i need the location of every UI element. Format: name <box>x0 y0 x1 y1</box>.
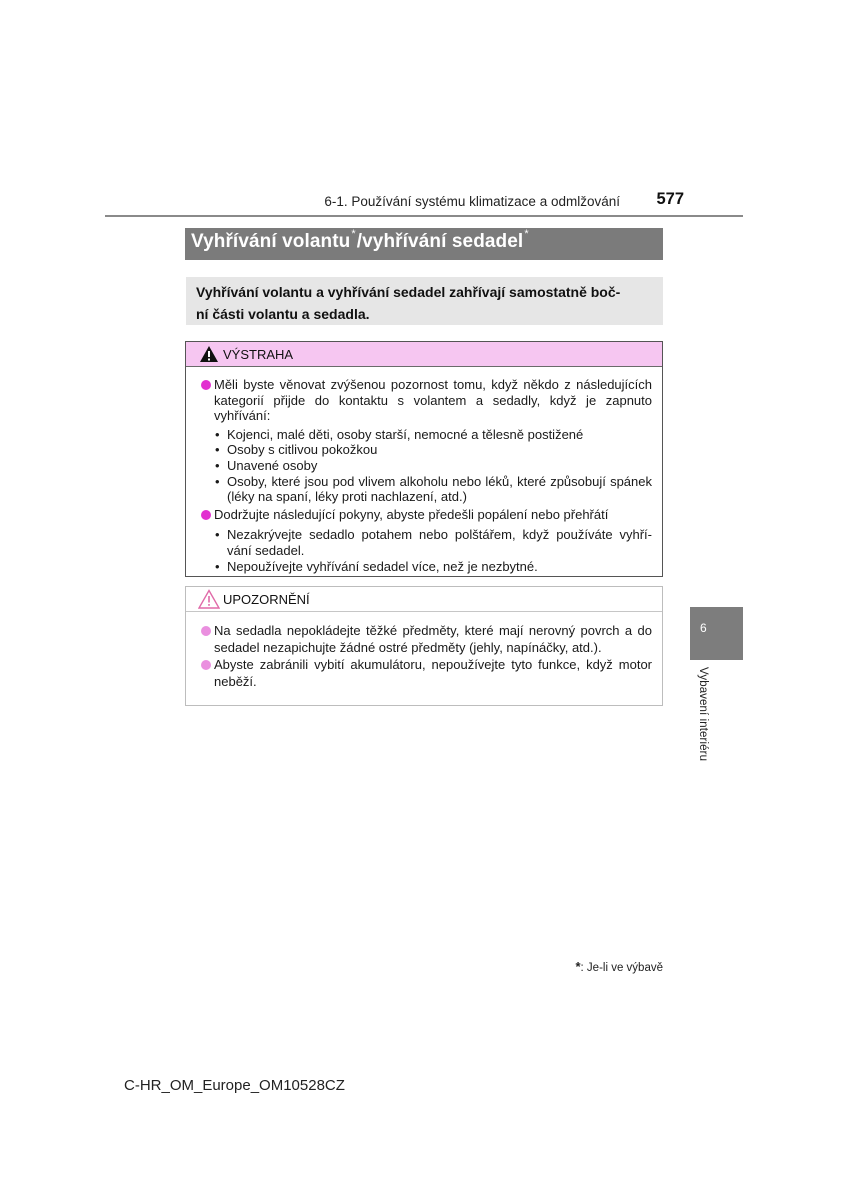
running-header: 6-1. Používání systému klimatizace a odmlžování <box>324 194 620 209</box>
warning-subitem: • Nepoužívejte vyhřívání sedadel více, než je nezbytné. <box>215 558 538 574</box>
bullet-symbol: • <box>215 457 220 473</box>
warning-triangle-icon <box>199 345 219 363</box>
warning-subitem: • Unavené osoby <box>215 457 318 473</box>
title-part-1: Vyhřívání volantu <box>191 231 351 253</box>
caution-body <box>200 623 652 690</box>
warning-body <box>200 377 652 574</box>
chapter-title-vertical: Vybavení interiéru <box>697 667 709 762</box>
footnote <box>520 959 663 974</box>
caution-header <box>186 587 662 612</box>
bullet-symbol: • <box>215 558 220 574</box>
warning-box <box>185 341 663 577</box>
warning-item: Dodržujte následující pokyny, abyste předešli popálení nebo přehřátí <box>200 507 652 523</box>
bullet-symbol: • <box>215 473 220 489</box>
warning-header <box>186 342 662 367</box>
warning-subitem: • Nezakrývejte sedadlo potahem nebo polštářem, když používáte vyhří-vání sedadel. <box>215 527 652 558</box>
section-title <box>191 228 530 253</box>
bullet-dot-icon <box>201 510 211 520</box>
warning-subitem: • Kojenci, malé děti, osoby starší, nemocné a tělesně postižené <box>215 426 584 442</box>
header-rule <box>105 215 743 217</box>
caution-item: Na sedadla nepokládejte těžké předměty, které mají nerovný povrch a do sedadel nezapichujte žádné ostré předměty (jehly, napínáčky, atd.). <box>200 623 652 656</box>
warning-item: Měli byste věnovat zvýšenou pozornost tomu, když někdo z následujících kategorií přijde do kontaktu s volantem a sedadly, když je zapnuto vyhřívání: <box>200 377 652 424</box>
warning-subitem: • Osoby s citlivou pokožkou <box>215 442 378 458</box>
title-part-2: /vyhřívání sedadel <box>356 231 524 253</box>
page-number: 577 <box>656 190 684 208</box>
bullet-dot-icon <box>201 380 211 390</box>
title-asterisk-2: * <box>524 228 529 240</box>
intro-line-2: ní části volantu a sedadla. <box>196 306 370 322</box>
warning-label: VÝSTRAHA <box>223 347 294 362</box>
caution-box <box>185 586 663 706</box>
intro-line-1: Vyhřívání volantu a vyhřívání sedadel zahřívají samostatně boč- <box>196 284 621 300</box>
section-title-bar <box>185 228 663 260</box>
bullet-symbol: • <box>215 442 220 458</box>
caution-label: UPOZORNĚNÍ <box>223 592 310 607</box>
chapter-number: 6 <box>700 621 707 635</box>
bullet-dot-icon <box>201 660 211 670</box>
footnote-text: : Je-li ve výbavě <box>580 962 663 974</box>
bullet-symbol: • <box>215 426 220 442</box>
footnote-asterisk: * <box>575 959 581 974</box>
bullet-dot-icon <box>201 626 211 636</box>
chapter-tab <box>690 607 743 660</box>
intro-box <box>186 277 663 325</box>
document-code: C-HR_OM_Europe_OM10528CZ <box>124 1077 345 1094</box>
warning-subitem: • Osoby, které jsou pod vlivem alkoholu nebo léků, které způsobují spánek (léky na spaní, léky proti nachlazení, atd.) <box>215 473 652 505</box>
caution-triangle-icon <box>198 589 220 609</box>
title-asterisk-1: * <box>351 228 356 240</box>
bullet-symbol: • <box>215 527 220 543</box>
caution-item: Abyste zabránili vybití akumulátoru, nepoužívejte tyto funkce, když motor neběží. <box>200 657 652 690</box>
